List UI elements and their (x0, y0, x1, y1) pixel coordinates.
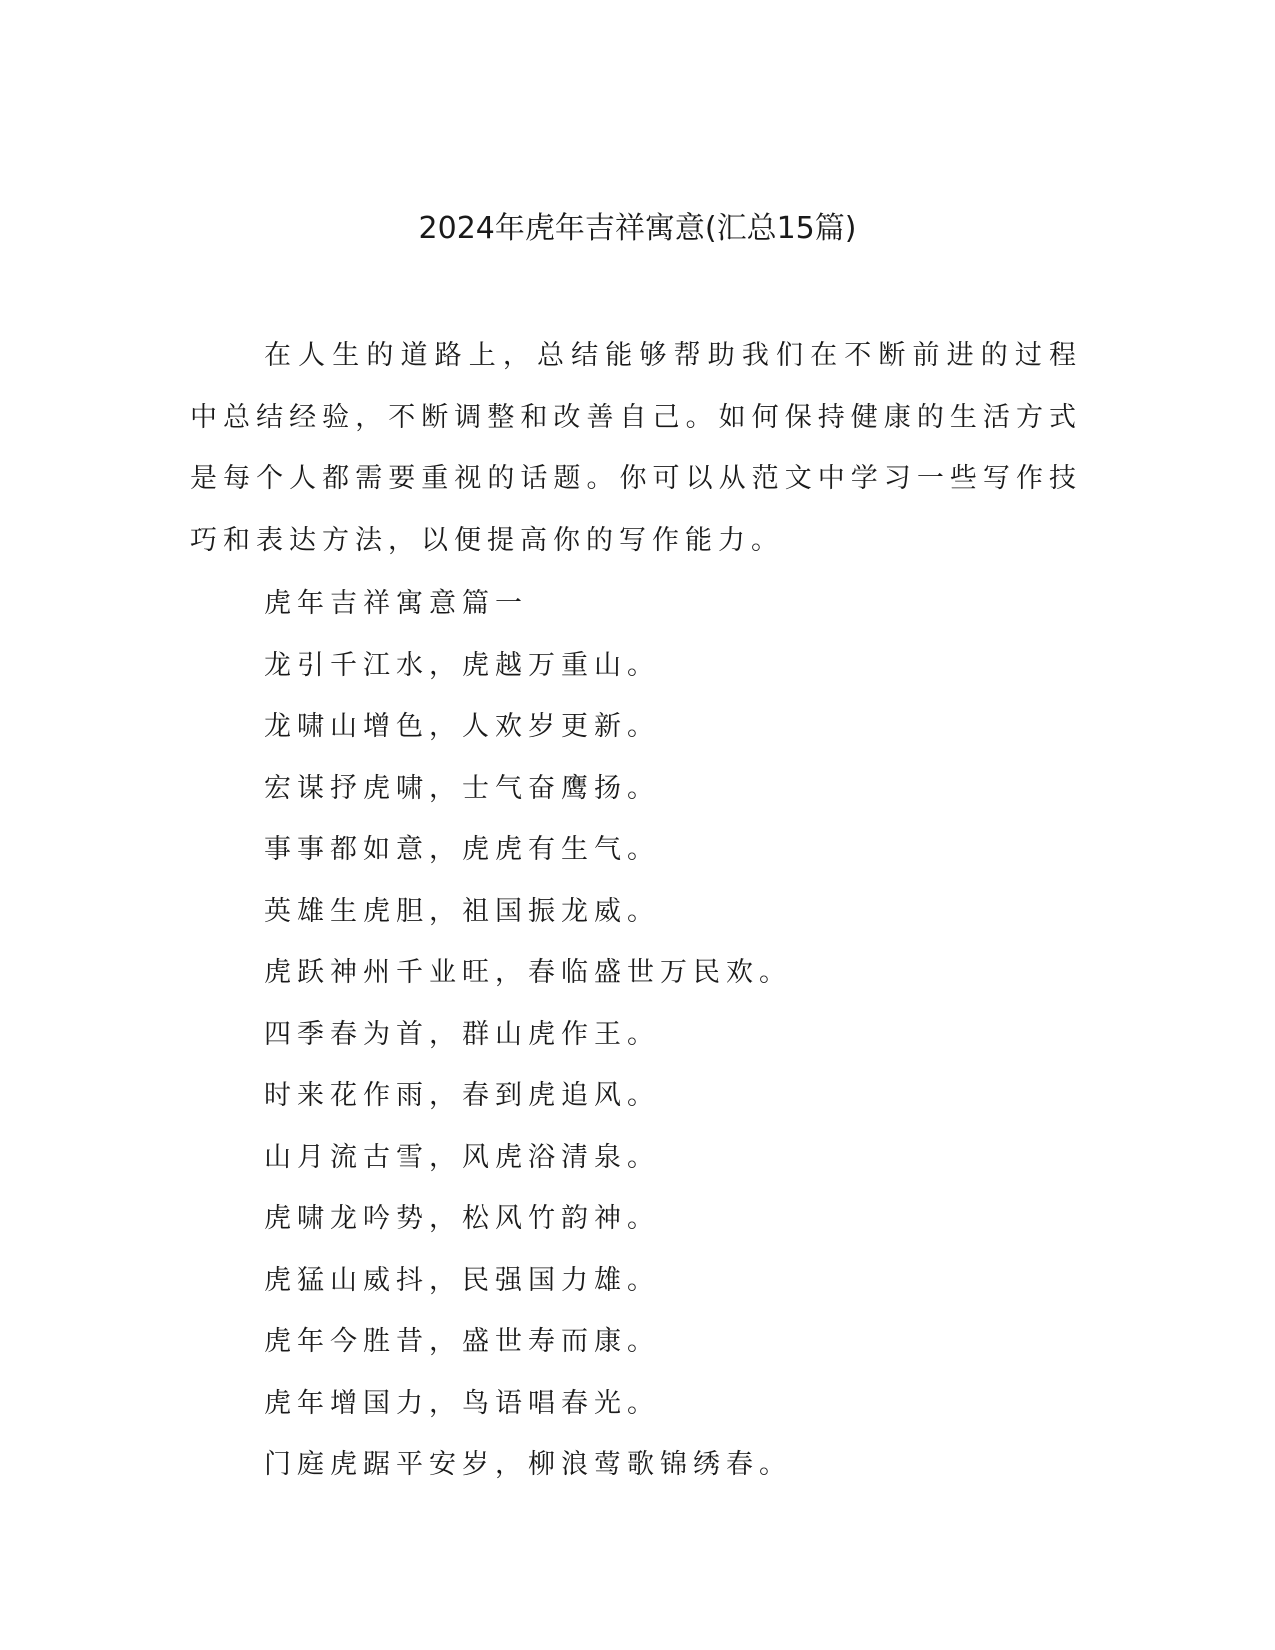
blessing-list (264, 573, 792, 1496)
intro-paragraph: 在人生的道路上，总结能够帮助我们在不断前进的过程中总结经验，不断调整和改善自己。如何保持健康的生活方式是每个人都需要重视的话题。你可以从范文中学习一些写作技巧和表达方法，以便提高你的写作能力。 (190, 340, 1082, 556)
list-item: 虎年增国力，鸟语唱春光。 (264, 1387, 660, 1419)
list-item: 虎猛山威抖，民强国力雄。 (264, 1264, 660, 1296)
list-item: 龙啸山增色，人欢岁更新。 (264, 711, 660, 742)
list-item: 虎年今胜昔，盛世寿而康。 (264, 1326, 660, 1357)
list-item: 门庭虎踞平安岁，柳浪莺歌锦绣春。 (264, 1449, 792, 1480)
list-item: 英雄生虎胆，祖国振龙威。 (264, 895, 660, 927)
list-item: 时来花作雨，春到虎追风。 (264, 1080, 660, 1111)
list-item: 虎跃神州千业旺，春临盛世万民欢。 (264, 957, 792, 988)
list-item: 虎啸龙吟势，松风竹韵神。 (264, 1203, 660, 1234)
section-heading: 虎年吉祥寓意篇一 (264, 588, 528, 619)
list-item: 龙引千江水，虎越万重山。 (264, 649, 660, 681)
list-item: 山月流古雪，风虎浴清泉。 (264, 1141, 660, 1173)
list-item: 事事都如意，虎虎有生气。 (264, 834, 660, 865)
list-item: 宏谋抒虎啸，士气奋鹰扬。 (264, 772, 660, 804)
document-title: 2024年虎年吉祥寓意(汇总15篇) (418, 211, 857, 246)
list-item: 四季春为首，群山虎作王。 (264, 1018, 660, 1050)
